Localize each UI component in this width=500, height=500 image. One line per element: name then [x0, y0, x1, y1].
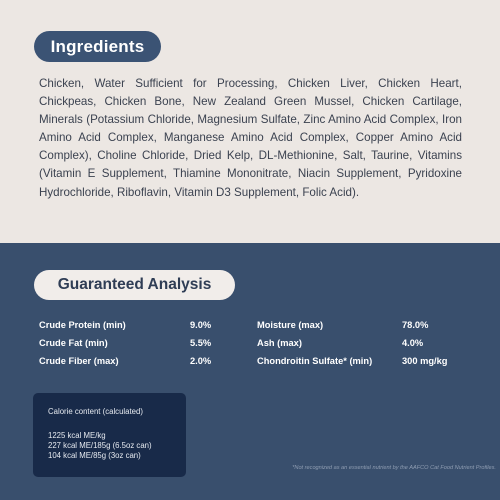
nutrient-label: Crude Protein (min) — [39, 320, 126, 330]
nutrient-label: Chondroitin Sulfate* (min) — [257, 356, 373, 366]
calorie-line: 1225 kcal ME/kg — [48, 431, 106, 440]
calorie-title: Calorie content (calculated) — [48, 407, 143, 416]
guaranteed-analysis-section — [0, 243, 500, 500]
ingredients-text: Chicken, Water Sufficient for Processing, Chicken Liver, Chicken Heart, Chickpeas, Chicken Bone, New Zealand Green Mussel, Chicken Cartilage, Minerals (Potassium Chloride, Magnesium Sulfate, Zinc Amino Acid Complex, Iron Amino Acid Complex, Manganese Amino Acid Complex, Copper Amino Acid Complex), Choline Chloride, Dried Kelp, DL-Methionine, Salt, Taurine, Vitamins (Vitamin E Supplement, Thiamine Mononitrate, Niacin Supplement, Pyridoxine Hydrochloride, Riboflavin, Vitamin D3 Supplement, Folic Acid). — [39, 77, 462, 199]
nutrient-value: 300 mg/kg — [402, 356, 448, 366]
calorie-lines — [48, 431, 152, 462]
ingredients-heading: Ingredients — [34, 31, 161, 62]
nutrient-label: Moisture (max) — [257, 320, 324, 330]
nutrient-value: 2.0% — [190, 356, 212, 366]
nutrient-value: 78.0% — [402, 320, 429, 330]
calorie-line: 104 kcal ME/85g (3oz can) — [48, 451, 141, 461]
footnote: *Not recognized as an essential nutrient by the AAFCO Cat Food Nutrient Profiles. — [292, 465, 496, 471]
nutrient-label: Crude Fiber (max) — [39, 356, 119, 366]
analysis-row — [0, 356, 500, 370]
guaranteed-analysis-heading: Guaranteed Analysis — [34, 270, 235, 300]
nutrient-value: 9.0% — [190, 320, 212, 330]
nutrient-value: 4.0% — [402, 338, 424, 348]
nutrient-value: 5.5% — [190, 338, 212, 348]
analysis-row — [0, 338, 500, 352]
calorie-line: 227 kcal ME/185g (6.5oz can) — [48, 441, 152, 451]
nutrient-label: Ash (max) — [257, 338, 302, 348]
nutrient-label: Crude Fat (min) — [39, 338, 108, 348]
calorie-content-box — [33, 393, 186, 477]
ingredients-section — [0, 0, 500, 243]
analysis-row — [0, 320, 500, 334]
